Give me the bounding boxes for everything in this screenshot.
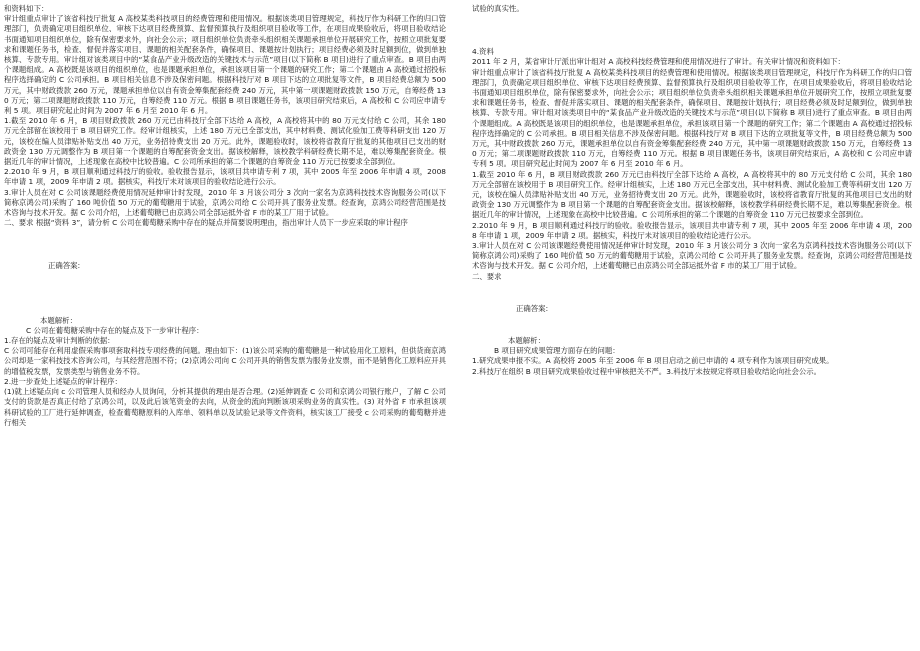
left-column [4, 4, 446, 428]
parse-label: 本题解析： [508, 336, 545, 346]
requirement-paragraph: 二、要求 根据“资料 3”，请分析 C 公司在葡萄糖采购中存在的疑点并简要说明理由，指出审计人员下一步应采取的审计程序 [4, 218, 408, 228]
material-paragraph-1: 1.截至 2010 年 6 月，B 项目财政拨款 260 万元已由科技厅全部下达给 A 高校，A 高校将其中的 80 万元支付给 C 公司，其余 180 万元全部留在该校用于 B 项目研究工作。经审计组核实，上述 180 万元已全部支出，其中材料费、测试化验加工费等科研支出 120 万元，该校在编人员津贴补贴支出 40 万元，业务招待费支出 20 万元。此外，课题验收时，该校将省教育厅批复的其他项目已支出的财政资金 130 万元调整作为 B 项目第一个课题的自筹配套资金支出。据该校解释，该校教学科研经费长期不足，难以筹集配套资金。根据近几年的审计情况，上述现象在高校中比较普遍。C 公司所承担的第二个课题的自筹资金 110 万元已按要求全部到位。 [4, 116, 446, 167]
parse-title: C 公司在葡萄糖采购中存在的疑点及下一步审计程序： [26, 325, 204, 335]
parse-title: B 项目研究成果管理方面存在的问题： [494, 346, 620, 356]
answer-label: 正确答案: [516, 303, 549, 313]
material-paragraph-3: 3.审计人员在对 C 公司该课题经费使用情况延伸审计时发现，2010 年 3 月该公司分 3 次向一家名为京鸿科技技术咨询服务公司(以下简称京鸿公司)采购了 160 吨价值 50 万元的葡萄糖用于试验，京鸿公司给 C 公司开具了服务业发票。经查询，京鸿公司经营范围是技术咨询与技术开发。据 C 公司介绍，上述葡萄糖已由京鸿公司全部运抵外省 F 市的某工厂用于试验。 [472, 241, 912, 271]
answer-label: 正确答案: [48, 261, 81, 271]
section-2-text: (1)就上述疑点向 c 公司管理人员和经办人员询问，分析其提供的理由是否合理。(2)延伸调查 C 公司和京鸿公司银行账户，了解 C 公司支付的货款是否真正付给了京鸿公司，以及此后该笔资金的去向，从资金的流向判断该项采购业务的真实性。(3) 对外省 F 市承担该项科研试验的工厂进行延伸调查，检查葡萄糖原料的入库单、领料单以及试验记录等文件资料，核实该工厂接受 c 公司采购的葡萄糖并进行相关 [4, 387, 446, 427]
issue-2-3: 2.科技厅在组织 B 项目研究成果验收过程中审核把关不严。3.科技厅未按规定将项目验收结论向社会公示。 [472, 366, 822, 376]
material-paragraph-1: 1.截至 2010 年 6 月，B 项目财政拨款 260 万元已由科技厅全部下达给 A 高校，A 高校将其中的 80 万元支付给 C 公司，其余 180 万元全部留在该校用于 B 项目研究工作。经审计组核实，上述 180 万元已全部支出，其中材料费、测试化验加工费等科研支出 120 万元，该校在编人员津贴补贴支出 40 万元，业务招待费支出 20 万元。此外，课题验收时，该校将省教育厅批复的其他项目已支出的财政资金 130 万元调整作为 B 项目第一个课题的自筹配套资金支出。据该校解释，该校教学科研经费长期不足，难以筹集配套资金。根据近几年的审计情况，上述现象在高校中比较普遍。C 公司所承担的第二个课题的自筹资金 110 万元已按要求全部到位。 [472, 169, 912, 220]
intro-line: 和资料如下： [4, 4, 49, 13]
right-column [472, 4, 912, 377]
section-2-heading: 2.进一步查处上述疑点的审计程序： [4, 376, 122, 386]
material-paragraph-main: 审计组重点审计了该省科技厅批复 A 高校某类科技项目的经费管理和使用情况。根据该类项目管理规定，科技厅作为科研工作的归口管理部门，负责确定项目组织单位、审核下达项目经费预算、监督预算执行及组织项目验收等工作，在项目成果验收后，将项目验收结论书面通知项目组织单位，除有保密要求外，向社会公示；项目组织单位负责牵头组织相关课题承担单位开展研究工作，按照立项批复要求和课题任务书，检查、督促并落实项目、课题的相关配套条件，确保项目、课题按计划执行；项目经费必须及时足额到位，做到单独核算、专款专用。审计组对该类项目中的“某食品产业升级改造的关键技术与示范”项目(以下简称 B 项目)进行了重点审查。B 项目由两个课题组成。A 高校既是该项目的组织单位，也是课题承担单位，承担该项目第一个课题的研究工作；第二个课题由 A 高校通过招投标程序选择确定的 C 公司承担。B 项目相关信息不涉及保密问题。根据科技厅对 B 项目下达的立项批复等文件，B 项目经费总额为 500 万元，其中财政拨款 260 万元，课题承担单位以自有资金筹集配套经费 240 万元，其中第一项课题财政拨款 150 万元，自筹经费 130 万元；第二项课题财政拨款 110 万元，自筹经费 110 万元。根据 B 项目课题任务书，该项目研究结束后，A 高校和 C 公司应申请专利 5 项。项目研究起止时间为 2007 年 6 月至 2010 年 6 月。 [4, 14, 446, 116]
material-paragraph-2: 2.2010 年 9 月，B 项目顺利通过科技厅的验收。验收报告显示，该项目共申请专利 7 项，其中 2005 年至 2006 年申请 4 项，2008 年申请 1 项，2009 年申请 2 项。据核实，科技厅未对该项目的验收结论进行公示。 [472, 220, 912, 240]
material-paragraph-3: 3.审计人员在对 C 公司该课题经费使用情况延伸审计时发现，2010 年 3 月该公司分 3 次向一家名为京鸿科技技术咨询服务公司(以下简称京鸿公司)采购了 160 吨价值 50 万元的葡萄糖用于试验，京鸿公司给 C 公司开具了服务业发票。经查询，京鸿公司经营范围是技术咨询与技术开发。据 C 公司介绍，上述葡萄糖已由京鸿公司全部运抵外省 F 市的某工厂用于试验。 [4, 187, 446, 218]
issue-1: 1.研究成果申报不实。A 高校将 2005 年至 2006 年 B 项目启动之前已申请的 4 项专利作为该项目研究成果。 [472, 356, 834, 366]
section-1-text: C 公司可能存在利用虚假采购事项套取科技专项经费的问题。理由如下：(1)该公司采购的葡萄糖是一种试验用化工原料，但供货商京鸿公司却是一家科技技术咨询公司，与其经营范围不符；(2)京鸿公司向 C 公司开具的销售发票为服务业发票，而不是销售化工原料应开具的增值税发票，发票类型与销售业务不符。 [4, 346, 446, 376]
section-1-heading: 1.存在的疑点及审计判断的依据： [4, 336, 115, 346]
material-heading: 4.资料 [472, 47, 494, 57]
continuation-line: 试验的真实性。 [472, 4, 524, 13]
requirement-heading: 二、要求 [472, 271, 502, 281]
material-paragraph-2: 2.2010 年 9 月，B 项目顺利通过科技厅的验收。验收报告显示，该项目共申请专利 7 项，其中 2005 年至 2006 年申请 4 项，2008 年申请 1 项，2009 年申请 2 项。据核实，科技厅未对该项目的验收结论进行公示。 [4, 167, 446, 187]
material-paragraph-main: 审计组重点审计了该省科技厅批复 A 高校某类科技项目的经费管理和使用情况。根据该类项目管理规定，科技厅作为科研工作的归口管理部门，负责确定项目组织单位、审核下达项目经费预算、监督预算执行及组织项目验收等工作，在项目成果验收后，将项目验收结论书面通知项目组织单位，除有保密要求外，向社会公示；项目组织单位负责牵头组织相关课题承担单位开展研究工作，按照立项批复要求和课题任务书，检查、督促并落实项目、课题的相关配套条件，确保项目、课题按计划执行；项目经费必须及时足额到位，做到单独核算、专款专用。审计组对该类项目中的“某食品产业升级改造的关键技术与示范”项目(以下简称 B 项目)进行了重点审查。B 项目由两个课题组成。A 高校既是该项目的组织单位，也是课题承担单位，承担该项目第一个课题的研究工作；第二个课题由 A 高校通过招投标程序选择确定的 C 公司承担。B 项目相关信息不涉及保密问题。根据科技厅对 B 项目下达的立项批复等文件，B 项目经费总额为 500 万元，其中财政拨款 260 万元，课题承担单位以自有资金筹集配套经费 240 万元，其中第一项课题财政拨款 150 万元，自筹经费 130 万元；第二项课题财政拨款 110 万元，自筹经费 110 万元。根据 B 项目课题任务书，该项目研究结束后，A 高校和 C 公司应申请专利 5 项。项目研究起止时间为 2007 年 6 月至 2010 年 6 月。 [472, 67, 912, 169]
material-intro: 2011 年 2 月，某省审计厅派出审计组对 A 高校科技经费管理和使用情况进行了审计。有关审计情况和资料如下： [472, 57, 845, 67]
parse-label: 本题解析： [40, 315, 77, 325]
